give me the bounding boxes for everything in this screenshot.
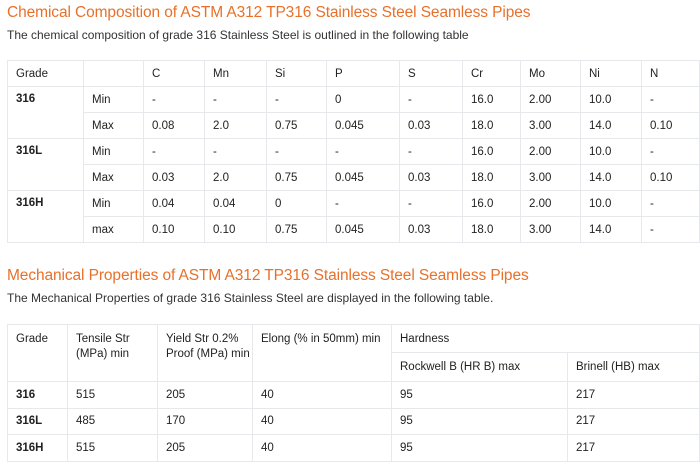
value-cell: 18.0 <box>463 165 521 191</box>
value-cell: 2.00 <box>521 191 581 217</box>
header-mn: Mn <box>205 61 267 87</box>
value-cell: 0.045 <box>327 217 400 243</box>
limit-cell: Min <box>84 139 144 165</box>
header-s: S <box>400 61 463 87</box>
value-cell: 16.0 <box>463 139 521 165</box>
header-n: N <box>642 61 700 87</box>
table-row <box>8 435 700 462</box>
brinell-cell: 217 <box>568 382 700 409</box>
tensile-cell: 485 <box>68 408 158 435</box>
value-cell: 14.0 <box>581 217 642 243</box>
header-grade: Grade <box>8 325 68 382</box>
value-cell: - <box>400 87 463 113</box>
chemical-section-title: Chemical Composition of ASTM A312 TP316 Stainless Steel Seamless Pipes <box>7 4 531 21</box>
value-cell: - <box>267 139 327 165</box>
value-cell: - <box>144 87 205 113</box>
rockwell-cell: 95 <box>392 408 568 435</box>
header-hardness: Hardness <box>392 325 700 353</box>
value-cell: 3.00 <box>521 165 581 191</box>
table-row <box>8 165 700 191</box>
header-grade: Grade <box>8 61 84 87</box>
table-row <box>8 382 700 409</box>
value-cell: - <box>267 87 327 113</box>
header-c: C <box>144 61 205 87</box>
value-cell: 0.08 <box>144 113 205 139</box>
limit-cell: Max <box>84 113 144 139</box>
limit-cell: Min <box>84 191 144 217</box>
table-row <box>8 191 700 217</box>
table-row <box>8 113 700 139</box>
value-cell: 2.00 <box>521 139 581 165</box>
value-cell: - <box>400 191 463 217</box>
value-cell: - <box>642 139 700 165</box>
header-limit <box>84 61 144 87</box>
value-cell: - <box>327 139 400 165</box>
value-cell: 18.0 <box>463 217 521 243</box>
rockwell-cell: 95 <box>392 382 568 409</box>
value-cell: 2.0 <box>205 165 267 191</box>
value-cell: 2.00 <box>521 87 581 113</box>
elong-cell: 40 <box>253 408 392 435</box>
elong-cell: 40 <box>253 382 392 409</box>
header-ni: Ni <box>581 61 642 87</box>
table-row <box>8 217 700 243</box>
value-cell: 3.00 <box>521 217 581 243</box>
value-cell: - <box>327 191 400 217</box>
table-row <box>8 139 700 165</box>
value-cell: 10.0 <box>581 87 642 113</box>
value-cell: 0.03 <box>400 217 463 243</box>
value-cell: 16.0 <box>463 191 521 217</box>
brinell-cell: 217 <box>568 408 700 435</box>
value-cell: - <box>400 139 463 165</box>
header-tensile-strength: Tensile Str (MPa) min <box>68 325 158 382</box>
header-p: P <box>327 61 400 87</box>
value-cell: 0.03 <box>144 165 205 191</box>
grade-cell: 316L <box>8 139 84 191</box>
table-row <box>8 408 700 435</box>
mechanical-properties-table <box>7 324 700 462</box>
value-cell: 10.0 <box>581 139 642 165</box>
header-yield-strength: Yield Str 0.2% Proof (MPa) min <box>158 325 253 382</box>
table-row <box>8 87 700 113</box>
value-cell: 0.045 <box>327 165 400 191</box>
value-cell: 14.0 <box>581 113 642 139</box>
value-cell: 18.0 <box>463 113 521 139</box>
mechanical-header-row <box>8 325 700 353</box>
value-cell: 0 <box>267 191 327 217</box>
value-cell: - <box>144 139 205 165</box>
value-cell: - <box>642 191 700 217</box>
value-cell: 0.75 <box>267 113 327 139</box>
yield-cell: 205 <box>158 382 253 409</box>
grade-cell: 316L <box>8 408 68 435</box>
value-cell: 0.10 <box>144 217 205 243</box>
tensile-cell: 515 <box>68 382 158 409</box>
value-cell: 0.10 <box>205 217 267 243</box>
value-cell: 0.75 <box>267 217 327 243</box>
value-cell: - <box>205 87 267 113</box>
header-cr: Cr <box>463 61 521 87</box>
header-brinell: Brinell (HB) max <box>568 353 700 382</box>
tensile-cell: 515 <box>68 435 158 462</box>
value-cell: 0.04 <box>144 191 205 217</box>
header-mo: Mo <box>521 61 581 87</box>
value-cell: 0 <box>327 87 400 113</box>
limit-cell: Min <box>84 87 144 113</box>
limit-cell: max <box>84 217 144 243</box>
value-cell: 0.10 <box>642 165 700 191</box>
chemical-header-row <box>8 61 700 87</box>
grade-cell: 316H <box>8 191 84 243</box>
brinell-cell: 217 <box>568 435 700 462</box>
header-elongation: Elong (% in 50mm) min <box>253 325 392 382</box>
yield-cell: 205 <box>158 435 253 462</box>
grade-cell: 316 <box>8 382 68 409</box>
value-cell: 0.10 <box>642 113 700 139</box>
chemical-section-description: The chemical composition of grade 316 Stainless Steel is outlined in the following table <box>7 28 469 42</box>
value-cell: - <box>642 217 700 243</box>
elong-cell: 40 <box>253 435 392 462</box>
value-cell: 2.0 <box>205 113 267 139</box>
value-cell: - <box>642 87 700 113</box>
value-cell: 0.03 <box>400 165 463 191</box>
limit-cell: Max <box>84 165 144 191</box>
value-cell: 0.03 <box>400 113 463 139</box>
value-cell: 10.0 <box>581 191 642 217</box>
value-cell: 0.045 <box>327 113 400 139</box>
value-cell: - <box>205 139 267 165</box>
header-rockwell: Rockwell B (HR B) max <box>392 353 568 382</box>
grade-cell: 316H <box>8 435 68 462</box>
rockwell-cell: 95 <box>392 435 568 462</box>
mechanical-section-description: The Mechanical Properties of grade 316 Stainless Steel are displayed in the following table. <box>7 291 494 305</box>
value-cell: 14.0 <box>581 165 642 191</box>
value-cell: 16.0 <box>463 87 521 113</box>
mechanical-section-title: Mechanical Properties of ASTM A312 TP316 Stainless Steel Seamless Pipes <box>7 267 529 284</box>
value-cell: 3.00 <box>521 113 581 139</box>
grade-cell: 316 <box>8 87 84 139</box>
yield-cell: 170 <box>158 408 253 435</box>
header-si: Si <box>267 61 327 87</box>
value-cell: 0.04 <box>205 191 267 217</box>
chemical-composition-table <box>7 60 700 243</box>
value-cell: 0.75 <box>267 165 327 191</box>
